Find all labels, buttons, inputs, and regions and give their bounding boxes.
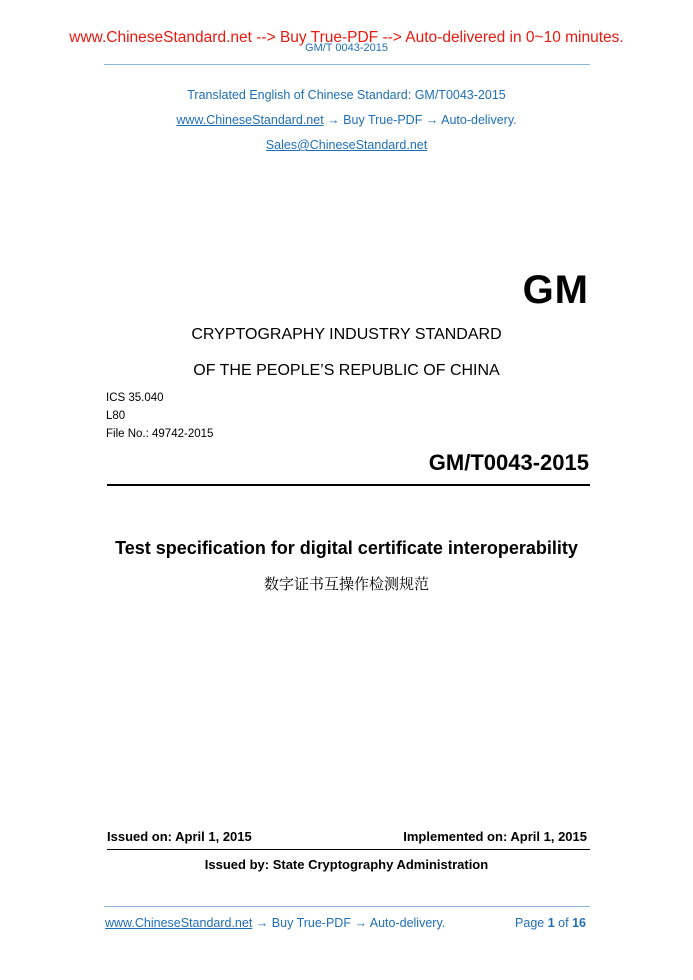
arrow-icon: → <box>425 113 439 127</box>
footer-site-link[interactable]: www.ChineseStandard.net <box>105 916 253 930</box>
implemented-on-date: Implemented on: April 1, 2015 <box>403 829 587 844</box>
running-header-code: GM/T 0043-2015 <box>305 42 388 54</box>
page-label: Page <box>515 916 545 930</box>
issuing-authority: Issued by: State Cryptography Administration <box>204 857 489 872</box>
translation-title: Translated English of Chinese Standard: GM/T0043-2015 <box>187 88 506 102</box>
auto-delivery-text: Auto-delivery. <box>441 113 517 127</box>
banner-buy-link[interactable]: Buy True-PDF <box>279 29 379 46</box>
banner-delivery-text: Auto-delivered in 0~10 minutes. <box>405 29 624 46</box>
header-divider <box>104 64 590 65</box>
issued-on-date: Issued on: April 1, 2015 <box>107 829 252 844</box>
banner-arrow: --> <box>382 29 402 46</box>
title-divider <box>107 484 590 486</box>
ics-code: ICS 35.040 <box>106 392 164 404</box>
file-number: File No.: 49742-2015 <box>106 428 214 440</box>
banner-arrow: --> <box>256 29 276 46</box>
arrow-icon: → <box>327 113 340 127</box>
footer-buy-text: Buy True-PDF <box>271 916 351 930</box>
arrow-icon: → <box>255 916 269 930</box>
dates-divider <box>107 849 590 850</box>
document-title-english: Test specification for digital certificate interoperability <box>115 538 578 558</box>
footer-links <box>105 916 445 930</box>
page-current: 1 <box>547 916 555 930</box>
standard-mark: GM <box>522 268 589 312</box>
banner-site-link[interactable]: www.ChineseStandard.net <box>69 29 252 46</box>
footer-divider <box>104 906 590 907</box>
site-link[interactable]: www.ChineseStandard.net <box>176 113 324 127</box>
page-of-label: of <box>558 916 569 930</box>
industry-standard-title: CRYPTOGRAPHY INDUSTRY STANDARD <box>191 326 502 343</box>
footer-delivery-text: Auto-delivery. <box>369 916 446 930</box>
page-total: 16 <box>572 916 586 930</box>
sales-email-line <box>0 138 693 152</box>
ccs-code: L80 <box>106 410 126 422</box>
country-title: OF THE PEOPLE’S REPUBLIC OF CHINA <box>193 362 500 379</box>
document-title-chinese: 数字证书互操作检测规范 <box>263 575 429 593</box>
translation-links <box>0 113 693 127</box>
sales-email-link[interactable]: Sales@ChineseStandard.net <box>265 138 428 152</box>
arrow-icon: → <box>354 916 367 930</box>
buy-pdf-text: Buy True-PDF <box>343 113 423 127</box>
standard-code: GM/T0043-2015 <box>428 450 589 475</box>
page-number <box>515 916 586 930</box>
